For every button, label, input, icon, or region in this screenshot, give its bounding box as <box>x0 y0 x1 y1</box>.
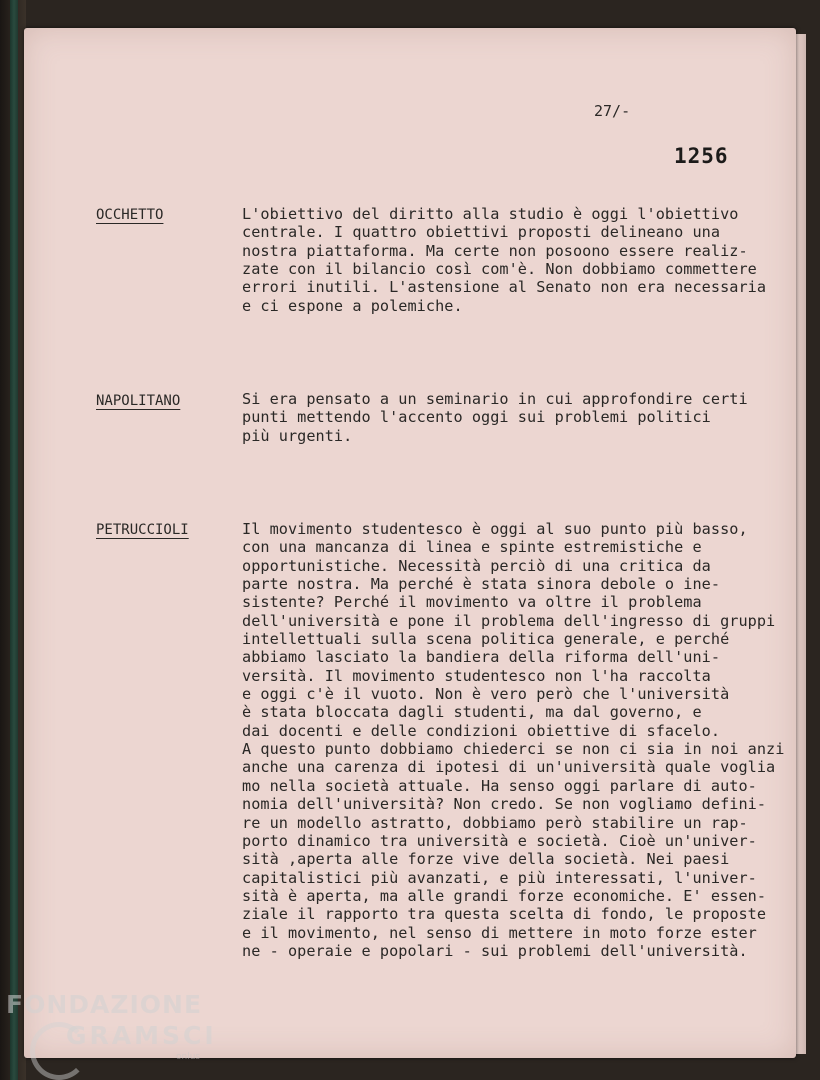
text-line: mo nella società attuale. Ha senso oggi parlare di auto- <box>242 776 757 795</box>
text-line: opportunistiche. Necessità perciò di una critica da <box>242 556 711 575</box>
text-line: centrale. I quattro obiettivi proposti delineano una <box>242 223 721 242</box>
text-line: L'obiettivo del diritto alla studio è oggi l'obiettivo <box>242 205 739 223</box>
text-line: Il movimento studentesco è oggi al suo punto più basso, <box>242 520 748 538</box>
text-line: ziale il rapporto tra questa scelta di fondo, le proposte <box>242 905 767 924</box>
text-line: Si era pensato a un seminario in cui approfondire certi <box>242 390 748 408</box>
text-line: nostra piattaforma. Ma certe non posoono essere realiz- <box>242 241 748 260</box>
text-line: più urgenti. <box>242 426 353 445</box>
text-line: A questo punto dobbiamo chiederci se non ci sia in noi anzi <box>242 740 785 759</box>
speaker-napolitano: NAPOLITANO <box>96 393 181 409</box>
paragraph-occhetto <box>242 205 802 315</box>
text-line: e ci espone a polemiche. <box>242 296 463 315</box>
text-line: intellettuali sulla scena politica generale, e perché <box>242 630 730 649</box>
watermark <box>6 990 217 1050</box>
watermark-line3: onlus <box>176 1052 201 1062</box>
text-line: sità è aperta, ma alle grandi forze economiche. E' essen- <box>242 886 767 905</box>
text-line: dell'università e pone il problema dell'ingresso di gruppi <box>242 611 776 630</box>
watermark-line1: FONDAZIONE <box>6 990 203 1019</box>
text-line: nomia dell'università? Non credo. Se non vogliamo defini- <box>242 795 767 814</box>
paragraph-napolitano <box>242 390 802 445</box>
text-line: sità ,aperta alle forze vive della società. Nei paesi <box>242 850 730 869</box>
speaker-petruccioli: PETRUCCIOLI <box>96 522 189 538</box>
paragraph-petruccioli <box>242 520 802 960</box>
text-line: capitalistici più avanzati, e più interessati, l'univer- <box>242 868 757 887</box>
document-number: 1256 <box>674 144 729 168</box>
text-line: ne - operaie e popolari - sui problemi dell'università. <box>242 941 748 960</box>
text-line: è stata bloccata dagli studenti, ma dal governo, e <box>242 703 702 722</box>
text-line: errori inutili. L'astensione al Senato non era necessaria <box>242 278 767 297</box>
text-line: versità. Il movimento studentesco non l'ha raccolta <box>242 666 711 685</box>
text-line: dai docenti e delle condizioni obiettive di sfacelo. <box>242 721 721 740</box>
text-line: re un modello astratto, dobbiamo però stabilire un rap- <box>242 813 748 832</box>
text-line: sistente? Perché il movimento va oltre il problema <box>242 593 702 612</box>
text-line: parte nostra. Ma perché è stata sinora debole o ine- <box>242 575 721 594</box>
speaker-occhetto: OCCHETTO <box>96 207 164 223</box>
text-line: e oggi c'è il vuoto. Non è vero però che l'università <box>242 685 730 704</box>
text-line: anche una carenza di ipotesi di un'università quale voglia <box>242 758 776 777</box>
text-line: con una mancanza di linea e spinte estremistiche e <box>242 538 702 557</box>
watermark-line2: GRAMSCI <box>66 1021 217 1050</box>
page-number: 27/- <box>594 102 631 120</box>
text-line: zate con il bilancio così com'è. Non dobbiamo commettere <box>242 260 757 279</box>
spine-binding-strip <box>10 0 18 1080</box>
text-line: e il movimento, nel senso di mettere in moto forze ester <box>242 923 757 942</box>
text-line: punti mettendo l'accento oggi sui problemi politici <box>242 408 711 427</box>
text-line: abbiamo lasciato la bandiera della riforma dell'uni- <box>242 648 721 667</box>
text-line: porto dinamico tra università e società. Cioè un'univer- <box>242 831 757 850</box>
